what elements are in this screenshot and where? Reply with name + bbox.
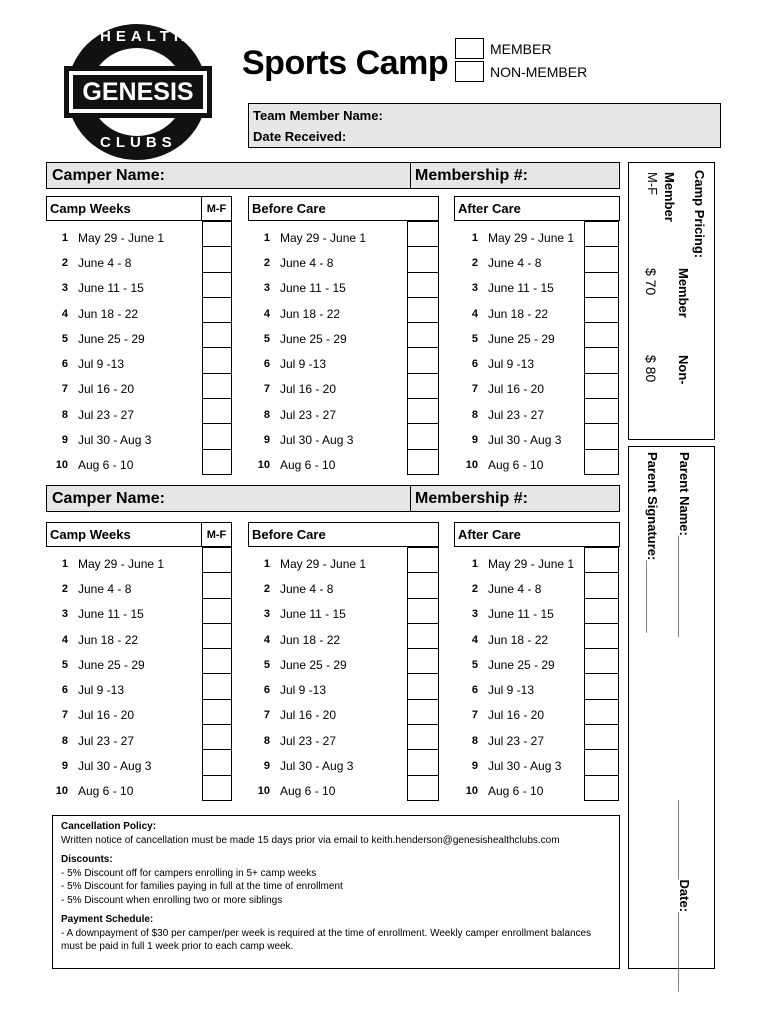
payment-text: - A downpayment of $30 per camper/per week is required at the time of enrollment. Weekly camper enrollment balances must be paid in full 1 week prior to each camp week. [61, 927, 592, 952]
week-row: 7 Jul 16 - 20 [263, 382, 337, 397]
membership-number-label: Membership #: [415, 166, 528, 184]
nonmember-label: NON-MEMBER [490, 64, 588, 80]
week-row: 9 Jul 30 - Aug 3 [471, 433, 562, 448]
week-row: 5 June 25 - 29 [61, 657, 145, 672]
membership-number-label: Membership #: [415, 489, 528, 507]
week-row: 4 Jun 18 - 22 [263, 306, 341, 321]
team-member-label: Team Member Name: [253, 107, 383, 123]
week-row: 9 Jul 30 - Aug 3 [61, 433, 152, 448]
payment-heading: Payment Schedule: [61, 914, 154, 925]
cancellation-text: Written notice of cancellation must be made 15 days prior via email to keith.henderson@genesishealthclubs.com [61, 834, 560, 846]
logo-top-text: HEALTH [100, 28, 190, 45]
week-row: 7 Jul 16 - 20 [61, 708, 135, 723]
team-member-field[interactable] [248, 103, 721, 127]
week-row: 6 Jul 9 -13 [263, 357, 327, 372]
week-row: 10 Aug 6 - 10 [465, 458, 544, 473]
week-row: 7 Jul 16 - 20 [471, 382, 545, 397]
week-row: 3 June 11 - 15 [471, 281, 554, 296]
before-care-header: Before Care [248, 196, 439, 221]
camp-weeks-header: Camp Weeks [46, 196, 202, 221]
week-list-1a [46, 225, 202, 478]
week-list-2b [248, 551, 404, 804]
discount-item: - 5% Discount when enrolling two or more siblings [61, 894, 283, 906]
pricing-nonmember-price: $ 80 [643, 355, 659, 383]
genesis-logo [60, 18, 215, 166]
member-label: MEMBER [490, 41, 552, 57]
week-row: 8 Jul 23 - 27 [471, 407, 545, 422]
week-row: 8 Jul 23 - 27 [263, 407, 337, 422]
after-care-header: After Care [454, 522, 620, 547]
mf-header: M-F [202, 522, 232, 547]
week-row: 5 June 25 - 29 [263, 331, 347, 346]
pricing-nonmember-col: Non- [676, 355, 691, 385]
week-row: 9 Jul 30 - Aug 3 [61, 759, 152, 774]
pricing-member-price: $ 70 [643, 268, 659, 296]
week-row: 1 May 29 - June 1 [61, 230, 165, 245]
week-row: 1 May 29 - June 1 [263, 230, 367, 245]
week-row: 6 Jul 9 -13 [263, 683, 327, 698]
discount-item: - 5% Discount for families paying in full at the time of enrollment [61, 881, 343, 892]
week-row: 7 Jul 16 - 20 [61, 382, 135, 397]
mf-checkbox-column[interactable] [202, 547, 232, 801]
before-care-checkbox-column[interactable] [407, 547, 439, 801]
week-row: 3 June 11 - 15 [61, 281, 144, 296]
week-row: 6 Jul 9 -13 [471, 357, 535, 372]
week-row: 9 Jul 30 - Aug 3 [471, 759, 562, 774]
date-received-label: Date Received: [253, 129, 347, 144]
mf-header: M-F [202, 196, 232, 221]
camper-name-label: Camper Name: [47, 163, 411, 188]
week-row: 6 Jul 9 -13 [61, 683, 125, 698]
date-received-field[interactable] [248, 126, 721, 148]
week-row: 8 Jul 23 - 27 [61, 733, 135, 748]
member-checkbox[interactable] [455, 38, 484, 59]
week-row: 3 June 11 - 15 [263, 607, 346, 622]
week-row: 2 June 4 - 8 [471, 581, 542, 596]
week-row: 4 Jun 18 - 22 [471, 306, 549, 321]
camp-pricing-title: Camp Pricing: [692, 170, 707, 259]
pricing-mf-label: M-F [645, 172, 660, 196]
cancellation-heading: Cancellation Policy: [61, 821, 157, 832]
policy-box [52, 815, 620, 969]
week-row: 4 Jun 18 - 22 [471, 632, 549, 647]
week-row: 1 May 29 - June 1 [263, 556, 367, 571]
week-row: 3 June 11 - 15 [471, 607, 554, 622]
after-care-checkbox-column[interactable] [584, 221, 619, 475]
week-row: 1 May 29 - June 1 [471, 230, 575, 245]
week-row: 3 June 11 - 15 [263, 281, 346, 296]
camp-weeks-header: Camp Weeks [46, 522, 202, 547]
pricing-member-label: Member [662, 172, 677, 222]
week-row: 5 June 25 - 29 [263, 657, 347, 672]
week-row: 8 Jul 23 - 27 [263, 733, 337, 748]
week-row: 10 Aug 6 - 10 [55, 784, 134, 799]
week-row: 2 June 4 - 8 [61, 581, 132, 596]
week-row: 5 June 25 - 29 [471, 657, 555, 672]
week-row: 2 June 4 - 8 [471, 255, 542, 270]
week-row: 1 May 29 - June 1 [471, 556, 575, 571]
week-row: 5 June 25 - 29 [471, 331, 555, 346]
week-row: 6 Jul 9 -13 [471, 683, 535, 698]
week-row: 10 Aug 6 - 10 [257, 458, 336, 473]
week-list-2a [46, 551, 202, 804]
week-row: 7 Jul 16 - 20 [263, 708, 337, 723]
after-care-header: After Care [454, 196, 620, 221]
week-row: 4 Jun 18 - 22 [61, 306, 139, 321]
discount-item: - 5% Discount off for campers enrolling in 5+ camp weeks [61, 867, 317, 879]
week-row: 9 Jul 30 - Aug 3 [263, 433, 354, 448]
discounts-heading: Discounts: [61, 854, 113, 865]
logo-main-text: GENESIS [82, 78, 194, 106]
week-row: 4 Jun 18 - 22 [61, 632, 139, 647]
after-care-checkbox-column[interactable] [584, 547, 619, 801]
before-care-checkbox-column[interactable] [407, 221, 439, 475]
week-row: 10 Aug 6 - 10 [257, 784, 336, 799]
logo-bottom-text: CLUBS [100, 134, 177, 151]
week-row: 5 June 25 - 29 [61, 331, 145, 346]
week-row: 3 June 11 - 15 [61, 607, 144, 622]
week-list-1b [248, 225, 404, 478]
week-row: 8 Jul 23 - 27 [471, 733, 545, 748]
parent-name-field[interactable]: Parent Name:______________ [677, 452, 692, 638]
week-row: 8 Jul 23 - 27 [61, 407, 135, 422]
week-row: 4 Jun 18 - 22 [263, 632, 341, 647]
week-row: 2 June 4 - 8 [61, 255, 132, 270]
nonmember-checkbox[interactable] [455, 61, 484, 82]
week-row: 6 Jul 9 -13 [61, 357, 125, 372]
week-row: 1 May 29 - June 1 [61, 556, 165, 571]
week-row: 10 Aug 6 - 10 [55, 458, 134, 473]
pricing-member-col: Member [676, 268, 691, 318]
week-row: 9 Jul 30 - Aug 3 [263, 759, 354, 774]
signature-box [628, 446, 715, 969]
week-row: 2 June 4 - 8 [263, 255, 334, 270]
page-title: Sports Camp [242, 44, 449, 82]
camper-name-label: Camper Name: [47, 486, 411, 511]
camper-bar-2[interactable] [46, 485, 620, 512]
mf-checkbox-column[interactable] [202, 221, 232, 475]
week-row: 2 June 4 - 8 [263, 581, 334, 596]
date-field[interactable]: ___________Date:___________ [677, 800, 692, 992]
before-care-header: Before Care [248, 522, 439, 547]
week-row: 7 Jul 16 - 20 [471, 708, 545, 723]
week-row: 10 Aug 6 - 10 [465, 784, 544, 799]
parent-signature-field[interactable]: Parent Signature:__________ [645, 452, 660, 633]
camper-bar-1[interactable] [46, 162, 620, 189]
